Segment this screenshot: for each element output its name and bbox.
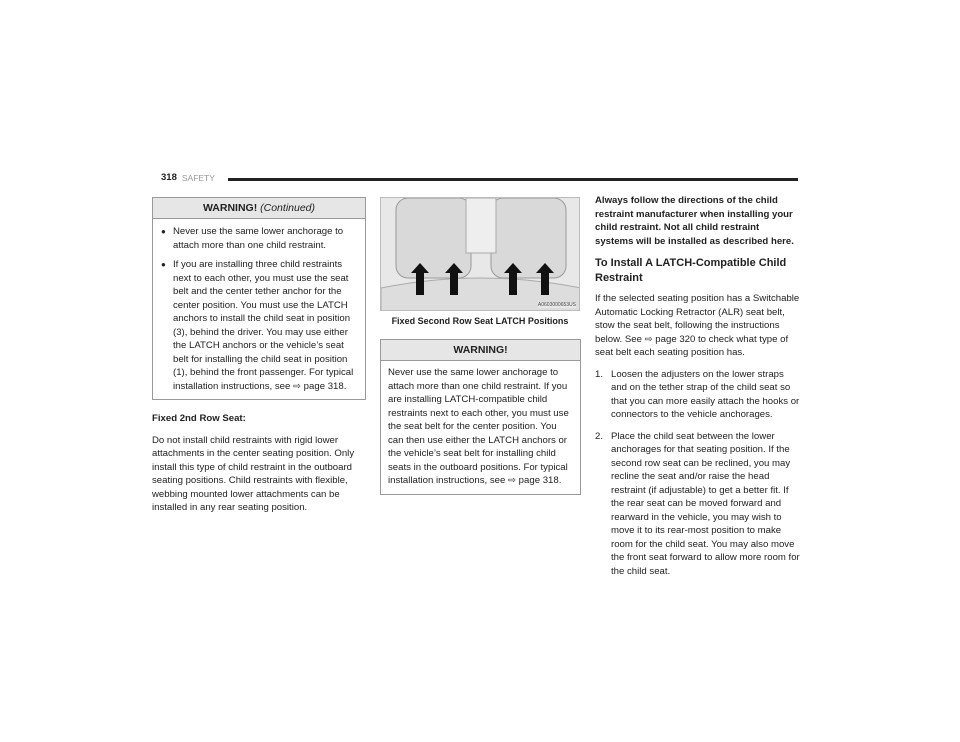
step-item: 2. Place the child seat between the lower anchorages for that seating position. If the second row seat can be reclined, you may recline the seat and/or raise the head restraint (if adjustable) to get a better fit. If the rear seat can be moved forward and rearward in the vehicle, you may wish to move it to its rear-most position to make room for the child seat. You may also move the front seat forward to allow more room for the child seat. <box>595 430 800 577</box>
warning-title: WARNING! <box>381 340 580 361</box>
paragraph: If the selected seating position has a Switchable Automatic Locking Retractor (ALR) seat belt, stow the seat belt, following the instructions below. See ⇨ page 320 to check what type of seat belt each seating position has. <box>595 293 800 358</box>
left-text: Fixed 2nd Row Seat: Do not install child restraints with rigid lower attachments in the center seating position. Only install this type of child restraint in the outboard seating positions. Child restraints with flexible, webbing mounted lower attachments can be installed in any rear seating position. <box>152 413 355 513</box>
warning-bullet: ● If you are installing three child restraints next to each other, you must use the seat belt and the center tether anchor for the center position. You must use the LATCH anchors to install the child seat in position (3), behind the driver. You may use either the LATCH anchors or the vehicle’s seat belt for installing the child seat in position (1), behind the front passenger. For typical installation instructions, see ⇨ page 318. <box>161 259 354 392</box>
page-number: 318 <box>161 172 177 183</box>
section-heading: To Install A LATCH-Compatible Child Restraint <box>595 257 787 284</box>
figure-code: A0603000653US <box>537 302 576 308</box>
warning-box <box>380 339 581 495</box>
left-column <box>152 197 366 523</box>
bullet-icon: ● <box>161 227 166 236</box>
figure-caption: Fixed Second Row Seat LATCH Positions <box>391 316 569 326</box>
page-header <box>161 172 215 183</box>
warning-continued-box <box>152 197 366 400</box>
intro-text: Always follow the directions of the child restraint manufacturer when installing your child restraint. Not all child restraint systems will be installed as described here. <box>595 195 794 247</box>
bullet-icon: ● <box>161 260 166 269</box>
section-title: SAFETY <box>181 172 215 183</box>
step-item: 1. Loosen the adjusters on the lower straps and on the tether strap of the child seat so that you can more easily attach the hooks or connectors to the vehicle anchorages. <box>595 368 800 420</box>
latch-positions-illustration <box>380 197 580 311</box>
header-rule <box>228 178 798 181</box>
right-column <box>595 194 800 586</box>
middle-column <box>380 197 581 495</box>
warning-bullet: ● Never use the same lower anchorage to attach more than one child restraint. <box>161 226 344 251</box>
warning-text: Never use the same lower anchorage to attach more than one child restraint. If you are installing LATCH-compatible child restraints next to each other, you must use the seat belt for the center position. You can then use either the LATCH anchors or the vehicle’s seat belt for installing child seats in the outboard positions. For typical installation instructions, see ⇨ page 318. <box>388 367 569 486</box>
warning-title: WARNING! (Continued) <box>153 198 365 219</box>
